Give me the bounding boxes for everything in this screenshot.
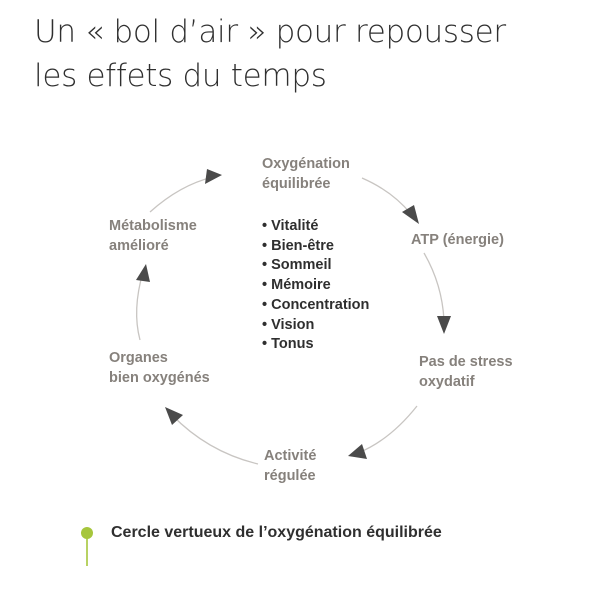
benefit-item: • Mémoire — [262, 276, 369, 296]
caption-marker-icon — [80, 526, 94, 568]
arrowhead-activite — [348, 444, 367, 459]
arrowhead-oxygenation — [205, 169, 222, 184]
arrowhead-stress — [437, 316, 451, 334]
benefit-item: • Concentration — [262, 296, 369, 316]
benefit-item: • Vision — [262, 316, 369, 336]
benefits-list — [262, 217, 369, 355]
arrowhead-atp — [402, 205, 419, 224]
title-line-1: Un « bol d’air » pour repousser — [34, 14, 506, 50]
benefit-item: • Bien-être — [262, 237, 369, 257]
benefit-item: • Tonus — [262, 335, 369, 355]
node-oxygenation: Oxygénation équilibrée — [262, 156, 350, 192]
benefit-item: • Vitalité — [262, 217, 369, 237]
benefit-item: • Sommeil — [262, 256, 369, 276]
arc-metabolisme-to-oxygenation — [150, 177, 213, 212]
arc-organes-to-metabolisme — [137, 272, 143, 340]
arrowhead-metabolisme — [136, 264, 150, 282]
node-organes: Organes bien oxygénés — [109, 350, 210, 386]
node-stress: Pas de stress oxydatif — [419, 354, 513, 390]
arc-oxygenation-to-atp — [362, 178, 411, 214]
arc-activite-to-organes — [172, 415, 258, 464]
arc-stress-to-activite — [358, 406, 417, 453]
arc-atp-to-stress — [424, 253, 444, 320]
node-metabolisme: Métabolisme amélioré — [109, 218, 197, 254]
title-line-2: les effets du temps — [34, 58, 327, 94]
figure-caption: Cercle vertueux de l’oxygénation équilibrée — [111, 524, 442, 541]
node-atp: ATP (énergie) — [411, 232, 504, 248]
node-activite: Activité régulée — [264, 448, 317, 484]
